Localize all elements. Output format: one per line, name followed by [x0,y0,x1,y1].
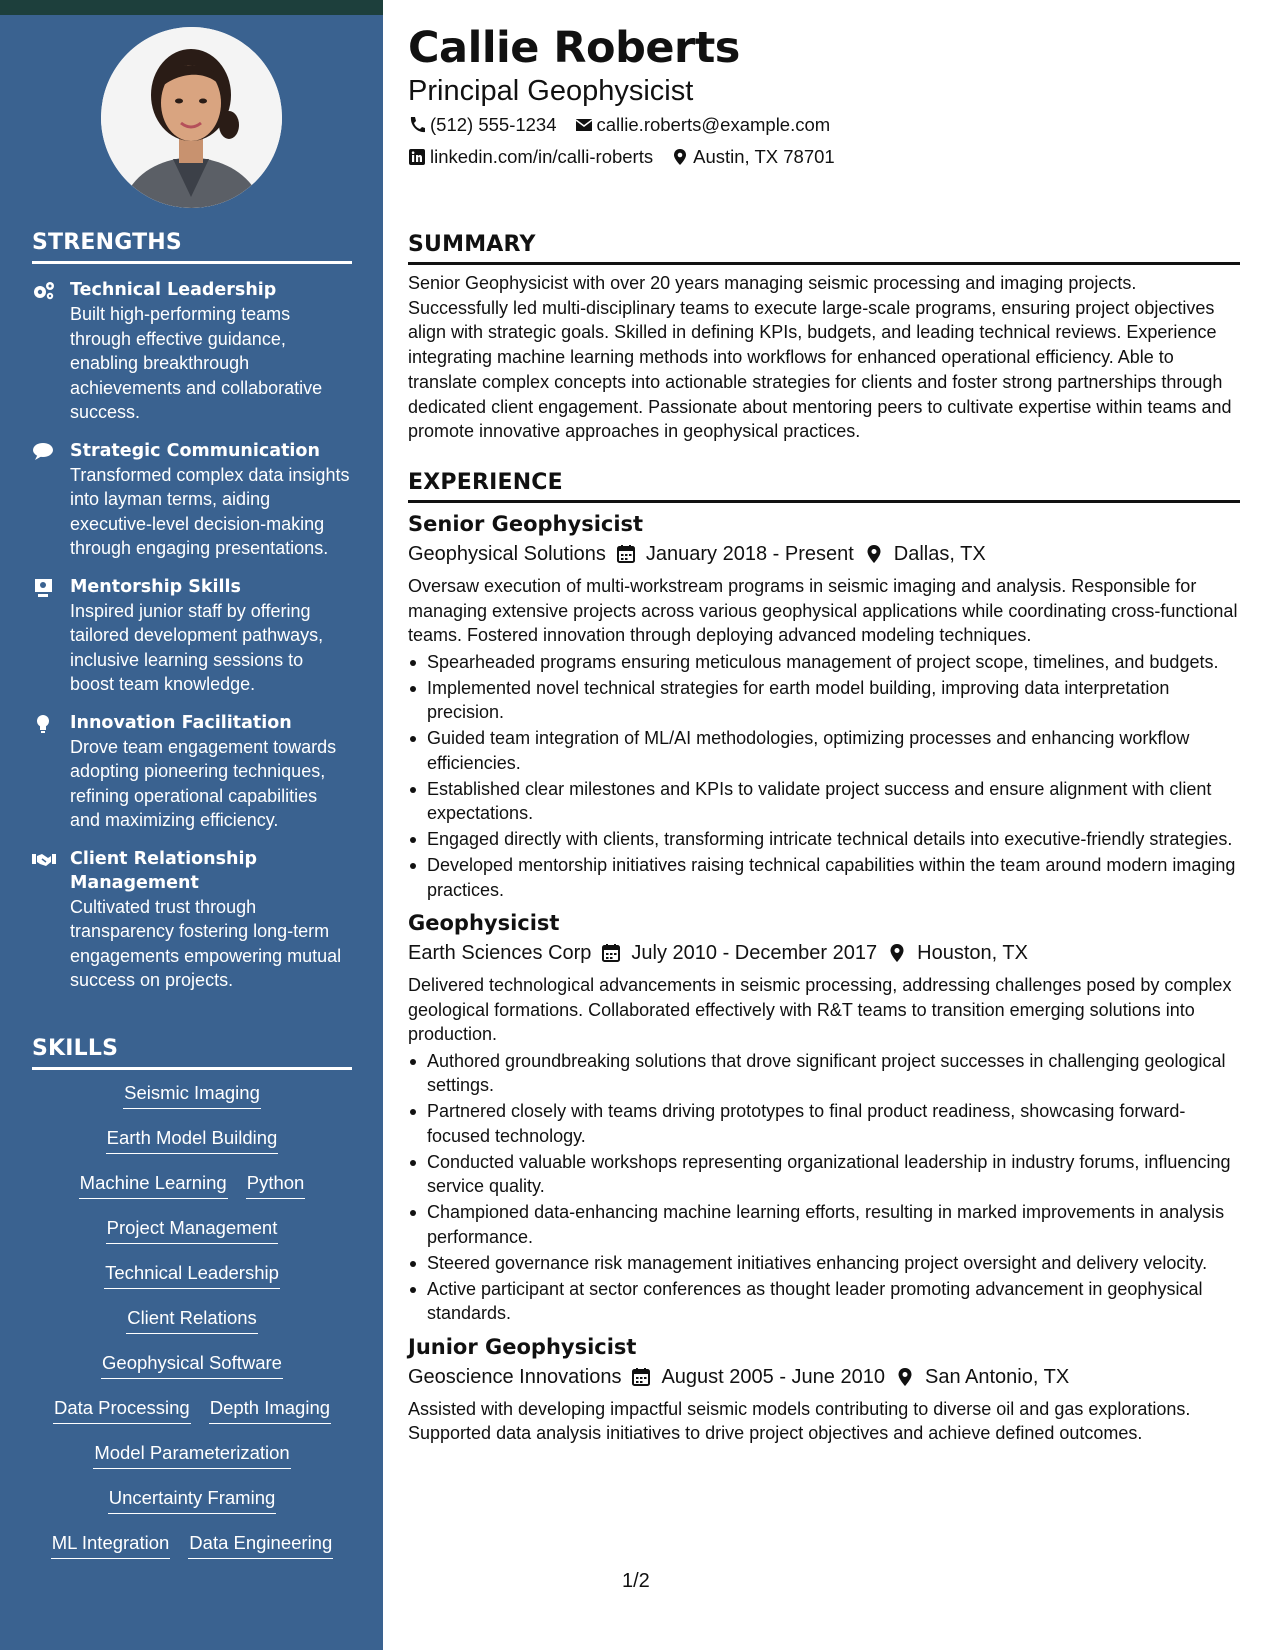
skill-tag: Data Processing [53,1395,191,1424]
job-bullets [408,1049,1240,1326]
job-title: Junior Geophysicist [408,1334,637,1359]
contact-row-2 [408,144,835,170]
linkedin-icon [408,148,426,166]
skills-section [32,1036,352,1575]
bullet-item: Spearheaded programs ensuring meticulous management of project scope, timelines, and budgets. [408,650,1240,675]
calendar-icon [631,1367,651,1387]
skill-tag: Model Parameterization [93,1440,290,1469]
job-company: Geophysical Solutions [408,543,606,565]
map-pin-icon [864,544,884,564]
teacher-icon [32,578,56,598]
strength-item [32,439,352,561]
experience-section [408,470,1240,1446]
strengths-heading: STRENGTHS [32,230,352,264]
job-entry [408,908,1240,1326]
skill-tag: Earth Model Building [106,1125,279,1154]
job-description: Delivered technological advancements in seismic processing, addressing challenges posed by complex geological formations. Collaborated effectively with R&T teams to transition emerging solutions into production. [408,975,1232,1044]
location-text: Austin, TX 78701 [693,146,835,167]
strength-desc: Cultivated trust through transparency fostering long-term engagements empowering mutual success on projects. [70,896,342,990]
skill-tag: Geophysical Software [101,1350,283,1379]
calendar-icon [616,544,636,564]
job-location: San Antonio, TX [924,1365,1070,1388]
job-description: Oversaw execution of multi-workstream programs in seismic imaging and analysis. Responsible for managing extensive projects across various geophysical applications while coordinating cross-functional teams. Fostered innovation through deploying advanced modeling techniques. [408,576,1238,645]
candidate-role: Principal Geophysicist [408,75,694,107]
skill-tag: Uncertainty Framing [108,1485,277,1514]
job-meta [408,1362,1240,1392]
job-company: Geoscience Innovations [408,1365,622,1388]
strength-title: Mentorship Skills [70,576,241,597]
bullet-item: Active participant at sector conferences as thought leader promoting advancement in geophysical standards. [408,1277,1240,1326]
job-bullets [408,650,1240,903]
job-meta [408,938,1240,968]
strengths-section [32,230,352,993]
email-link[interactable]: callie.roberts@example.com [596,114,831,135]
map-pin-icon [887,943,907,963]
strength-item [32,711,352,833]
bullet-item: Conducted valuable workshops representing organizational leadership in industry forums, influencing service quality. [408,1150,1240,1199]
phone-link[interactable]: (512) 555-1234 [430,114,557,135]
job-description: Assisted with developing impactful seismic models contributing to diverse oil and gas explorations. Supported data analysis initiatives to drive project objectives and achieve defined outcomes. [408,1398,1191,1443]
job-company: Earth Sciences Corp [408,942,592,964]
calendar-icon [601,943,621,963]
strength-title: Innovation Facilitation [70,712,292,733]
job-title: Senior Geophysicist [408,512,644,536]
strength-item [32,278,352,425]
job-meta [408,539,1240,569]
strength-title: Strategic Communication [70,440,320,461]
bullet-item: Steered governance risk management initiatives enhancing project oversight and delivery velocity. [408,1251,1240,1276]
sidebar-top-bar [0,0,383,15]
skills-list [32,1080,352,1575]
skill-tag: Depth Imaging [209,1395,331,1424]
bullet-item: Established clear milestones and KPIs to validate project success and ensure alignment with client expectations. [408,777,1240,826]
strength-desc: Drove team engagement towards adopting pioneering techniques, refining operational capabilities and maximizing efficiency. [70,736,337,830]
phone-icon [408,116,426,134]
skill-tag: Project Management [106,1215,279,1244]
strength-title: Technical Leadership [70,280,277,300]
job-location: Dallas, TX [893,543,986,565]
summary-section [408,232,1240,444]
summary-text: Senior Geophysicist with over 20 years managing seismic processing and imaging projects. Successfully led multi-disciplinary teams to execute large-scale programs, ensuring project objectives align with strategic goals. Skilled in defining KPIs, budgets, and leading technical reviews. Experience integrating machine learning methods into workflows for enhanced operational efficiency. Able to translate complex concepts into actionable strategies for clients and foster strong partnerships through dedicated client engagement. Passionate about mentoring peers to cultivate expertise within teams and promote innovative approaches in geophysical practices. [408,273,1232,442]
skill-tag: Python [246,1170,306,1199]
envelope-icon [575,116,593,134]
gears-icon [32,281,56,301]
page-number: 1/2 [622,1570,650,1592]
handshake-icon [32,850,56,870]
map-pin-icon [895,1367,915,1387]
skill-tag: Machine Learning [79,1170,228,1199]
bullet-item: Authored groundbreaking solutions that drove significant project successes in challenging geological settings. [408,1049,1240,1098]
sidebar [0,0,383,1650]
strength-desc: Transformed complex data insights into layman terms, aiding executive-level decision-making through engaging presentations. [70,464,350,558]
skill-tag: Technical Leadership [104,1260,280,1289]
skill-tag: Data Engineering [188,1530,333,1559]
experience-heading: EXPERIENCE [408,470,1240,503]
strength-item [32,847,352,993]
bullet-item: Engaged directly with clients, transforming intricate technical details into executive-friendly strategies. [408,827,1240,852]
strength-title: Client Relationship Management [70,848,258,893]
job-dates: July 2010 - December 2017 [631,942,878,964]
bullet-item: Championed data-enhancing machine learning efforts, resulting in marked improvements in analysis performance. [408,1200,1240,1249]
job-location: Houston, TX [917,942,1028,964]
job-dates: August 2005 - June 2010 [661,1365,885,1388]
strength-desc: Built high-performing teams through effective guidance, enabling breakthrough achievements and collaborative success. [70,304,323,422]
linkedin-link[interactable]: linkedin.com/in/calli-roberts [430,146,654,167]
map-pin-icon [671,148,689,166]
speech-bubble-icon [32,442,56,462]
bullet-item: Implemented novel technical strategies for earth model building, improving data interpretation precision. [408,676,1240,725]
bullet-item: Developed mentorship initiatives raising technical capabilities within the team around modern imaging practices. [408,853,1240,902]
bullet-item: Partnered closely with teams driving prototypes to final product readiness, showcasing forward-focused technology. [408,1099,1240,1148]
bullet-item: Guided team integration of ML/AI methodologies, optimizing processes and enhancing workflow efficiencies. [408,726,1240,775]
strength-desc: Inspired junior staff by offering tailored development pathways, inclusive learning sessions to boost team knowledge. [70,600,324,694]
job-entry [408,509,1240,902]
job-dates: January 2018 - Present [645,543,854,565]
candidate-name: Callie Roberts [408,23,740,73]
skill-tag: Seismic Imaging [123,1080,261,1109]
job-title: Geophysicist [408,911,560,935]
job-entry [408,1332,1240,1446]
contact-row-1 [408,112,830,138]
strength-item [32,575,352,697]
skill-tag: ML Integration [51,1530,171,1559]
skill-tag: Client Relations [126,1305,258,1334]
profile-photo [101,27,282,208]
lightbulb-icon [32,714,56,734]
skills-heading: SKILLS [32,1036,352,1070]
summary-heading: SUMMARY [408,232,1240,265]
